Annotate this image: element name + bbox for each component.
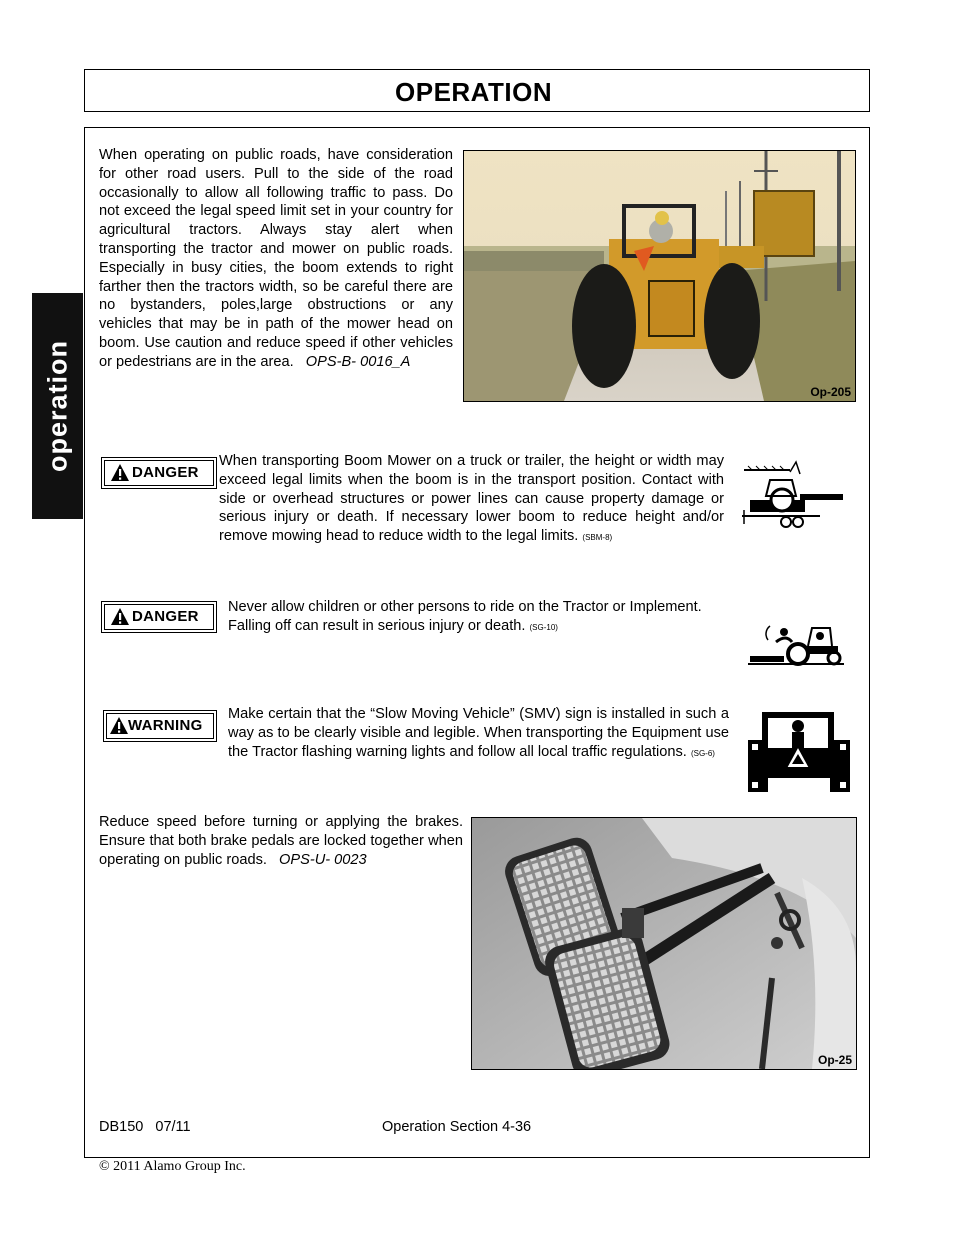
tractor-on-road-photo: [463, 150, 856, 402]
tractor-road-illustration: [464, 151, 855, 401]
footer-date: 07/11: [155, 1119, 191, 1135]
brake-ref: OPS-U- 0023: [279, 851, 367, 868]
transport-warning-code: (SBM-8): [582, 533, 613, 543]
photo-label-op25: Op-25: [817, 1053, 852, 1067]
page-title-box: [84, 69, 870, 112]
brake-paragraph: [99, 813, 463, 869]
smv-warning-code: (SG-6): [690, 748, 715, 758]
transport-warning-paragraph: [219, 452, 724, 548]
public-roads-ref: OPS-B- 0016_A: [305, 353, 411, 370]
copyright-notice: © 2011 Alamo Group Inc.: [99, 1159, 246, 1174]
brake-pedals-illustration: [472, 818, 856, 1069]
footer-model: [99, 1119, 191, 1135]
smv-warning-text: Make certain that the “Slow Moving Vehicle” (SMV) sign is installed in such a way as to be clearly visible and legible. When transporting the Equipment use the Tractor flashing warning lights and follow all local traffic regulations.: [228, 706, 729, 760]
danger-sign-label: DANGER: [132, 608, 199, 625]
warning-sign-label: WARNING: [128, 717, 203, 734]
danger-triangle-icon: [110, 607, 130, 626]
section-side-tab: [32, 293, 83, 519]
tractor-rear-smv-icon: [748, 708, 850, 792]
danger-sign-transport: [101, 457, 217, 489]
warning-sign-smv: [103, 710, 217, 742]
tractor-trailer-overhead-icon: [740, 458, 845, 533]
danger-triangle-icon: [110, 463, 130, 482]
danger-sign-riders: [101, 601, 217, 633]
footer-page-number: Operation Section 4-36: [382, 1119, 532, 1135]
public-roads-text: When operating on public roads, have consideration for other road users. Pull to the side of the road occasionally to allow all following traffic to pass. Do not exceed the legal speed limit set in your country for agricultural tractors. Always stay alert when transporting the tractor and mower on public roads. Especially in busy cities, the boom extends to right farther then the tractors width, so be careful there are no bystanders, poles,large obstructions or any vehicles that may be in path of the mower head on boom. Use caution and reduce speed if other vehicles or pedestrians are in the area.: [99, 147, 453, 370]
photo-label-op205: Op-205: [810, 385, 851, 399]
side-tab-label: operation: [42, 339, 72, 473]
riders-warning-code: (SG-10): [529, 622, 558, 632]
transport-warning-text: When transporting Boom Mower on a truck or trailer, the height or width may exceed legal limits when the boom is in the transport position. Contact with side or overhead structures or power lines can cause property damage or serious injury or death. If necessary lower boom to reduce height and/or remove mowing head to reduce width to the legal limits.: [219, 453, 724, 545]
brake-pedals-photo: [471, 817, 857, 1070]
footer-model-name: DB150: [99, 1119, 144, 1135]
riders-warning-paragraph: [228, 598, 730, 638]
smv-warning-paragraph: [228, 705, 729, 763]
warning-triangle-icon: [109, 716, 129, 735]
public-roads-paragraph: [99, 146, 453, 372]
falling-rider-tractor-icon: [746, 622, 846, 670]
page-title: OPERATION: [395, 77, 553, 107]
riders-warning-text: Never allow children or other persons to ride on the Tractor or Implement. Falling off can result in serious injury or death.: [228, 599, 702, 634]
danger-sign-label: DANGER: [132, 464, 199, 481]
brake-text: Reduce speed before turning or applying the brakes. Ensure that both brake pedals are locked together when operating on public roads.: [99, 814, 463, 868]
